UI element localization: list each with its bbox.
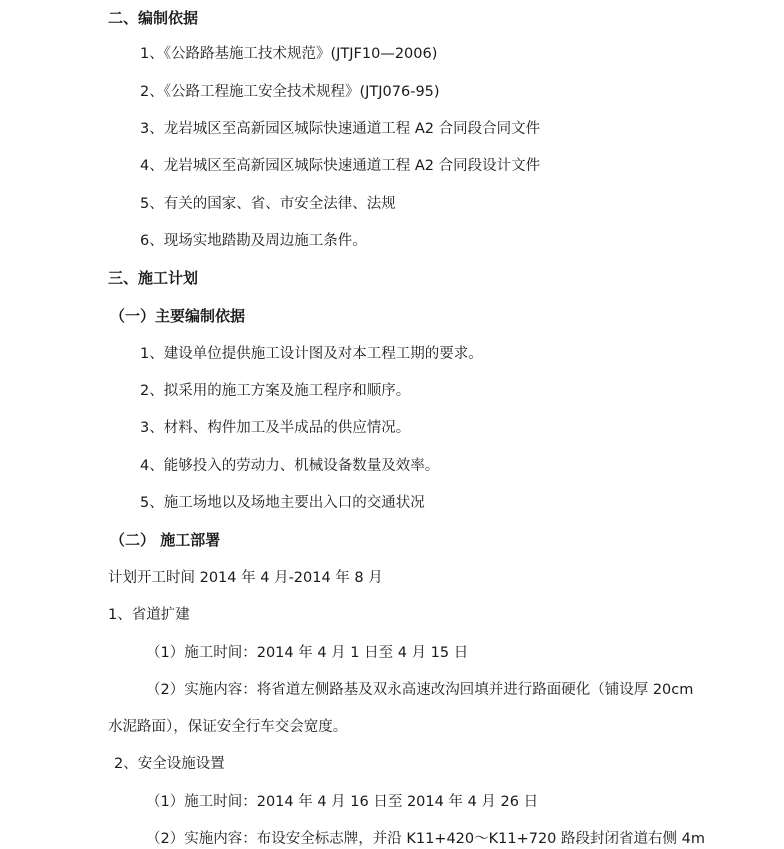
plan-time: 计划开工时间 2014 年 4 月-2014 年 8 月 [108, 570, 383, 586]
task-2-title: 2、安全设施设置 [114, 756, 225, 772]
list-item: 6、现场实地踏勘及周边施工条件。 [140, 233, 367, 249]
list-item: 1、建设单位提供施工设计图及对本工程工期的要求。 [140, 346, 483, 362]
list-item: 5、施工场地以及场地主要出入口的交通状况 [140, 495, 425, 511]
list-item: 3、龙岩城区至高新园区城际快速通道工程 A2 合同段合同文件 [140, 121, 541, 137]
task-1-time: （1）施工时间：2014 年 4 月 1 日至 4 月 15 日 [146, 645, 469, 661]
list-item: 3、材料、构件加工及半成品的供应情况。 [140, 420, 411, 436]
list-item: 5、有关的国家、省、市安全法律、法规 [140, 196, 396, 212]
list-item: 1、《公路路基施工技术规范》(JTJF10—2006) [140, 46, 438, 62]
list-item: 4、龙岩城区至高新园区城际快速通道工程 A2 合同段设计文件 [140, 158, 541, 174]
section-3-heading: 三、施工计划 [108, 269, 199, 287]
list-item: 4、能够投入的劳动力、机械设备数量及效率。 [140, 458, 440, 474]
section-2-heading: 二、编制依据 [108, 9, 199, 27]
task-1-title: 1、省道扩建 [108, 607, 190, 623]
list-item: 2、拟采用的施工方案及施工程序和顺序。 [140, 383, 411, 399]
task-1-content-cont: 水泥路面），保证安全行车交会宽度。 [108, 719, 348, 735]
list-item: 2、《公路工程施工安全技术规程》(JTJ076-95) [140, 84, 440, 100]
subsection-2-heading: （二） 施工部署 [110, 531, 221, 549]
task-2-content: （2）实施内容：布设安全标志牌，并沿 K11+420～K11+720 路段封闭省道右侧 4m [146, 831, 705, 847]
subsection-1-heading: （一）主要编制依据 [110, 307, 246, 325]
task-1-content: （2）实施内容：将省道左侧路基及双永高速改沟回填并进行路面硬化（铺设厚 20cm [146, 682, 694, 698]
task-2-time: （1）施工时间：2014 年 4 月 16 日至 2014 年 4 月 26 日 [146, 794, 539, 810]
